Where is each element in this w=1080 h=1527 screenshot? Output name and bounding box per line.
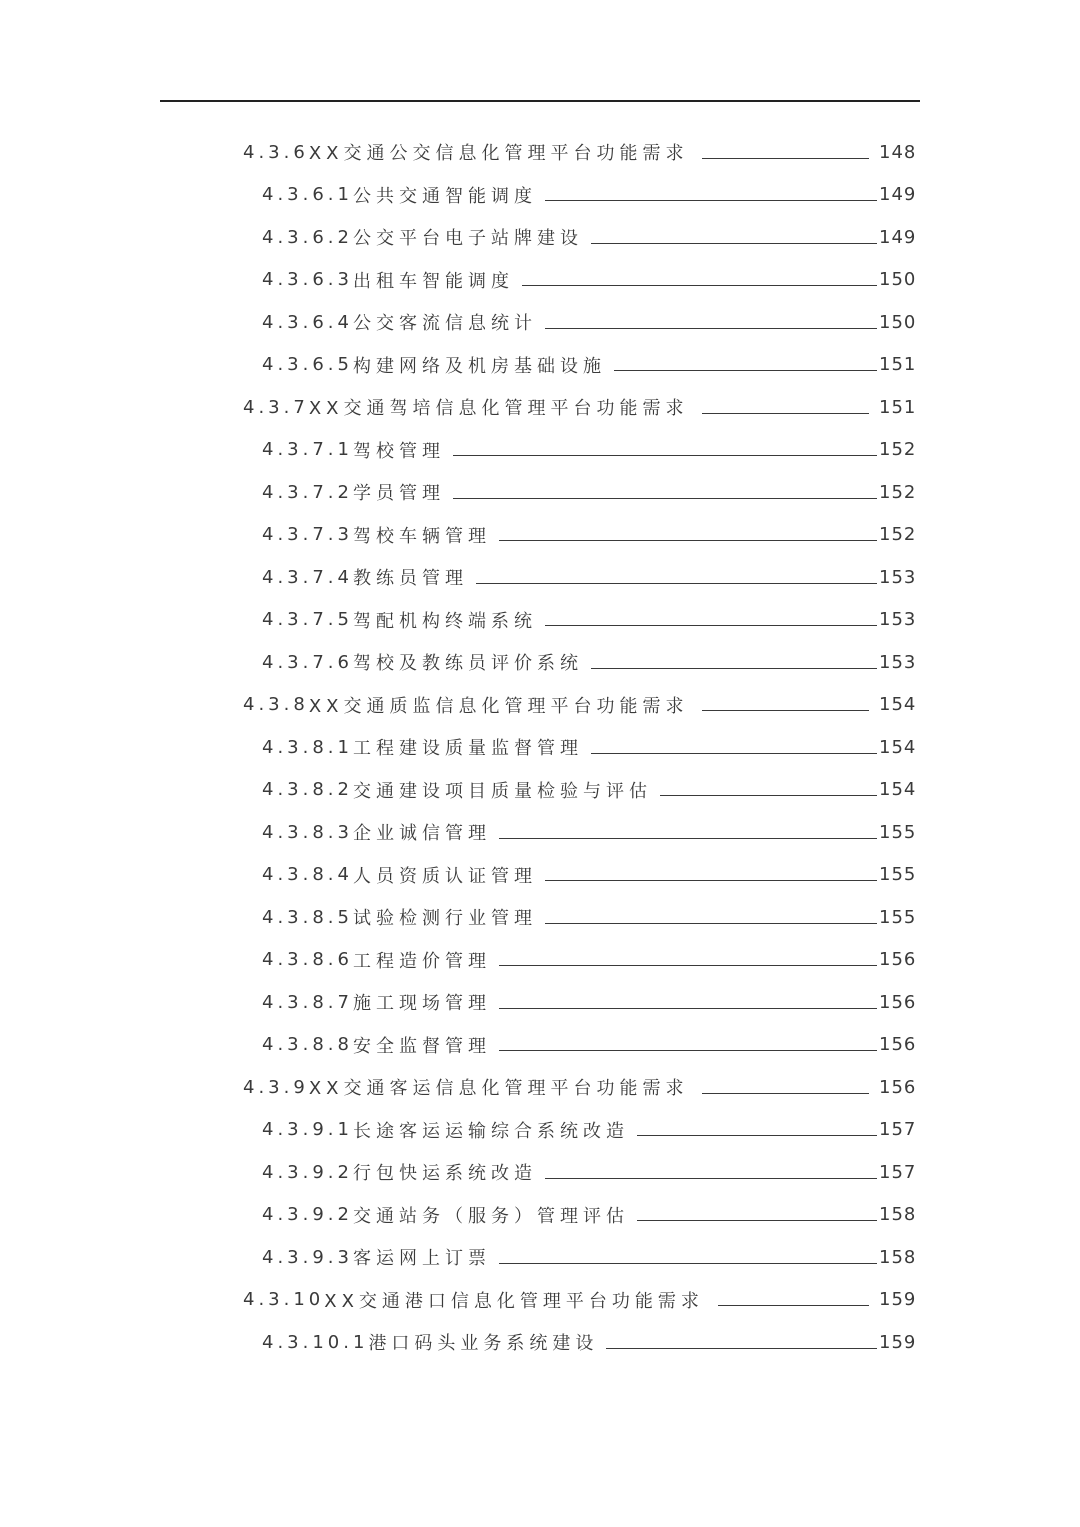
toc-entry-number: 4.3.8.4 (262, 864, 353, 886)
toc-leader-line (637, 1220, 877, 1221)
toc-entry-number: 4.3.8.2 (262, 779, 353, 801)
toc-entry-row (262, 564, 1080, 590)
toc-subsection-entry[interactable] (0, 556, 1080, 599)
toc-entry-row (262, 309, 1080, 335)
toc-entry-title: 施工现场管理 (352, 993, 491, 1015)
toc-entry-title: 公交客流信息统计 (352, 313, 537, 335)
toc-subsection-entry[interactable] (0, 1321, 1080, 1364)
toc-entry-title: 构建网络及机房基础设施 (352, 355, 606, 377)
toc-entry-number: 4.3.6.5 (262, 354, 353, 376)
toc-entry-title: 学员管理 (352, 483, 445, 505)
toc-entry-row (262, 522, 1080, 548)
toc-leader-line (499, 540, 877, 541)
toc-entry-title: 交通建设项目质量检验与评估 (352, 780, 652, 802)
toc-leader-line (522, 285, 877, 286)
toc-section-entry[interactable] (0, 1279, 1080, 1322)
toc-entry-number: 4.3.7.2 (262, 481, 353, 503)
toc-entry-number: 4.3.8 (243, 694, 309, 716)
toc-leader-line (545, 923, 877, 924)
toc-entry-row (262, 1159, 1080, 1185)
toc-leader-line (545, 880, 877, 881)
toc-entry-number: 4.3.8.8 (262, 1034, 353, 1056)
toc-entry-number: 4.3.9.2 (262, 1204, 353, 1226)
toc-page-number: 148 (879, 141, 917, 163)
toc-page-number: 152 (879, 524, 917, 546)
toc-page-number: 157 (879, 1119, 917, 1141)
toc-leader-line (545, 200, 877, 201)
toc-page-number: 151 (879, 354, 917, 376)
toc-entry-row (262, 777, 1080, 803)
toc-entry-row (262, 1202, 1080, 1228)
toc-subsection-entry[interactable] (0, 641, 1080, 684)
toc-page-number: 153 (879, 566, 917, 588)
toc-page-number: 151 (879, 396, 917, 418)
toc-entry-number: 4.3.6.1 (262, 184, 353, 206)
toc-entry-title: 工程造价管理 (352, 950, 491, 972)
toc-page-number: 152 (879, 481, 917, 503)
toc-entry-row (262, 649, 1080, 675)
toc-leader-line (606, 1348, 877, 1349)
toc-entry-title: XX交通港口信息化管理平台功能需求 (324, 1290, 704, 1312)
toc-leader-line (702, 710, 869, 711)
toc-subsection-entry[interactable] (0, 769, 1080, 812)
toc-leader-line (499, 838, 877, 839)
toc-entry-number: 4.3.8.5 (262, 906, 353, 928)
toc-page-number: 149 (879, 226, 917, 248)
toc-entry-number: 4.3.10.1 (262, 1331, 369, 1353)
toc-leader-line (702, 1093, 869, 1094)
toc-subsection-entry[interactable] (0, 896, 1080, 939)
toc-page-number: 158 (879, 1204, 917, 1226)
toc-entry-title: 教练员管理 (352, 568, 468, 590)
toc-page-number: 159 (879, 1289, 917, 1311)
toc-page-number: 158 (879, 1246, 917, 1268)
toc-subsection-entry[interactable] (0, 1109, 1080, 1152)
toc-leader-line (453, 498, 877, 499)
toc-entry-number: 4.3.7.1 (262, 439, 353, 461)
toc-leader-line (702, 158, 869, 159)
toc-entry-title: XX交通驾培信息化管理平台功能需求 (308, 398, 689, 420)
toc-entry-number: 4.3.7 (243, 396, 309, 418)
toc-entry-title: XX交通客运信息化管理平台功能需求 (308, 1078, 689, 1100)
toc-entry-row (262, 734, 1080, 760)
toc-entry-number: 4.3.7.4 (262, 566, 353, 588)
toc-entry-row (262, 437, 1080, 463)
toc-section-entry[interactable] (0, 386, 1080, 429)
toc-entry-row (262, 947, 1080, 973)
toc-entry-row (262, 607, 1080, 633)
toc-entry-title: 客运网上订票 (352, 1248, 491, 1270)
header-rule (160, 100, 920, 102)
toc-entry-row (243, 1074, 1080, 1100)
toc-entry-row (262, 1329, 1080, 1355)
toc-entry-title: 出租车智能调度 (352, 270, 514, 292)
toc-entry-number: 4.3.6.3 (262, 269, 353, 291)
toc-page-number: 155 (879, 864, 917, 886)
toc-entry-title: 人员资质认证管理 (352, 865, 537, 887)
toc-leader-line (718, 1305, 869, 1306)
toc-subsection-entry[interactable] (0, 599, 1080, 642)
toc-entry-number: 4.3.7.3 (262, 524, 353, 546)
toc-subsection-entry[interactable] (0, 429, 1080, 472)
toc-entry-row (262, 352, 1080, 378)
toc-leader-line (591, 668, 877, 669)
toc-entry-title: 驾校管理 (352, 440, 445, 462)
toc-leader-line (637, 1135, 877, 1136)
toc-entry-row (262, 1032, 1080, 1058)
toc-page-number: 149 (879, 184, 917, 206)
toc-entry-title: 驾校车辆管理 (352, 525, 491, 547)
toc-leader-line (499, 965, 877, 966)
toc-subsection-entry[interactable] (0, 981, 1080, 1024)
toc-entry-title: XX交通质监信息化管理平台功能需求 (308, 695, 689, 717)
toc-entry-row (243, 139, 1080, 165)
toc-subsection-entry[interactable] (0, 174, 1080, 217)
toc-subsection-entry[interactable] (0, 811, 1080, 854)
toc-entry-number: 4.3.8.1 (262, 736, 353, 758)
toc-page-number: 152 (879, 439, 917, 461)
toc-page-number: 155 (879, 821, 917, 843)
toc-entry-row (262, 904, 1080, 930)
toc-subsection-entry[interactable] (0, 1194, 1080, 1237)
toc-entry-row (262, 224, 1080, 250)
toc-entry-row (262, 989, 1080, 1015)
toc-entry-row (243, 394, 1080, 420)
toc-entry-title: 港口码头业务系统建设 (368, 1333, 599, 1355)
toc-page-number: 154 (879, 779, 917, 801)
toc-entry-number: 4.3.9.2 (262, 1161, 353, 1183)
toc-page-number: 153 (879, 609, 917, 631)
toc-leader-line (499, 1050, 877, 1051)
toc-leader-line (545, 328, 877, 329)
toc-leader-line (453, 455, 877, 456)
toc-page-number: 159 (879, 1331, 917, 1353)
toc-leader-line (614, 370, 877, 371)
toc-entry-number: 4.3.8.3 (262, 821, 353, 843)
toc-entry-title: 行包快运系统改造 (352, 1163, 537, 1185)
toc-entry-number: 4.3.6.2 (262, 226, 353, 248)
toc-leader-line (476, 583, 877, 584)
table-of-contents (0, 131, 1080, 1364)
toc-entry-row (243, 692, 1080, 718)
toc-page-number: 153 (879, 651, 917, 673)
toc-leader-line (591, 243, 877, 244)
toc-leader-line (545, 1178, 877, 1179)
toc-entry-number: 4.3.9.1 (262, 1119, 353, 1141)
toc-subsection-entry[interactable] (0, 259, 1080, 302)
toc-subsection-entry[interactable] (0, 939, 1080, 982)
toc-entry-row (262, 1244, 1080, 1270)
toc-entry-number: 4.3.9.3 (262, 1246, 353, 1268)
toc-entry-row (262, 479, 1080, 505)
toc-entry-number: 4.3.7.5 (262, 609, 353, 631)
toc-subsection-entry[interactable] (0, 1236, 1080, 1279)
toc-subsection-entry[interactable] (0, 514, 1080, 557)
toc-entry-title: 企业诚信管理 (352, 823, 491, 845)
toc-subsection-entry[interactable] (0, 1024, 1080, 1067)
toc-leader-line (660, 795, 877, 796)
toc-section-entry[interactable] (0, 131, 1080, 174)
toc-entry-title: 长途客运运输综合系统改造 (352, 1120, 629, 1142)
toc-entry-row (262, 1117, 1080, 1143)
toc-entry-row (243, 1287, 1080, 1313)
toc-entry-title: 公交平台电子站牌建设 (352, 228, 583, 250)
toc-subsection-entry[interactable] (0, 301, 1080, 344)
toc-entry-title: 驾配机构终端系统 (352, 610, 537, 632)
toc-leader-line (499, 1008, 877, 1009)
toc-entry-title: 公共交通智能调度 (352, 185, 537, 207)
toc-page-number: 155 (879, 906, 917, 928)
toc-entry-row (262, 267, 1080, 293)
toc-entry-row (262, 819, 1080, 845)
toc-entry-title: 驾校及教练员评价系统 (352, 653, 583, 675)
toc-entry-title: 交通站务（服务）管理评估 (352, 1205, 629, 1227)
toc-entry-number: 4.3.10 (243, 1289, 325, 1311)
toc-page-number: 156 (879, 1076, 917, 1098)
toc-page-number: 156 (879, 991, 917, 1013)
toc-subsection-entry[interactable] (0, 216, 1080, 259)
toc-entry-title: 安全监督管理 (352, 1035, 491, 1057)
toc-subsection-entry[interactable] (0, 854, 1080, 897)
toc-page-number: 156 (879, 1034, 917, 1056)
toc-page-number: 150 (879, 269, 917, 291)
toc-page-number: 150 (879, 311, 917, 333)
toc-entry-title: XX交通公交信息化管理平台功能需求 (308, 143, 689, 165)
toc-subsection-entry[interactable] (0, 1151, 1080, 1194)
toc-leader-line (499, 1263, 877, 1264)
toc-entry-number: 4.3.6.4 (262, 311, 353, 333)
toc-leader-line (702, 413, 869, 414)
toc-entry-number: 4.3.8.6 (262, 949, 353, 971)
toc-section-entry[interactable] (0, 1066, 1080, 1109)
toc-section-entry[interactable] (0, 684, 1080, 727)
toc-subsection-entry[interactable] (0, 471, 1080, 514)
toc-subsection-entry[interactable] (0, 726, 1080, 769)
toc-entry-number: 4.3.6 (243, 141, 309, 163)
toc-entry-row (262, 862, 1080, 888)
toc-page-number: 154 (879, 694, 917, 716)
toc-leader-line (591, 753, 877, 754)
toc-page-number: 156 (879, 949, 917, 971)
toc-entry-number: 4.3.9 (243, 1076, 309, 1098)
toc-leader-line (545, 625, 877, 626)
toc-entry-number: 4.3.7.6 (262, 651, 353, 673)
toc-page-number: 154 (879, 736, 917, 758)
toc-entry-title: 工程建设质量监督管理 (352, 738, 583, 760)
toc-entry-row (262, 182, 1080, 208)
toc-page-number: 157 (879, 1161, 917, 1183)
toc-subsection-entry[interactable] (0, 344, 1080, 387)
toc-entry-title: 试验检测行业管理 (352, 908, 537, 930)
toc-entry-number: 4.3.8.7 (262, 991, 353, 1013)
